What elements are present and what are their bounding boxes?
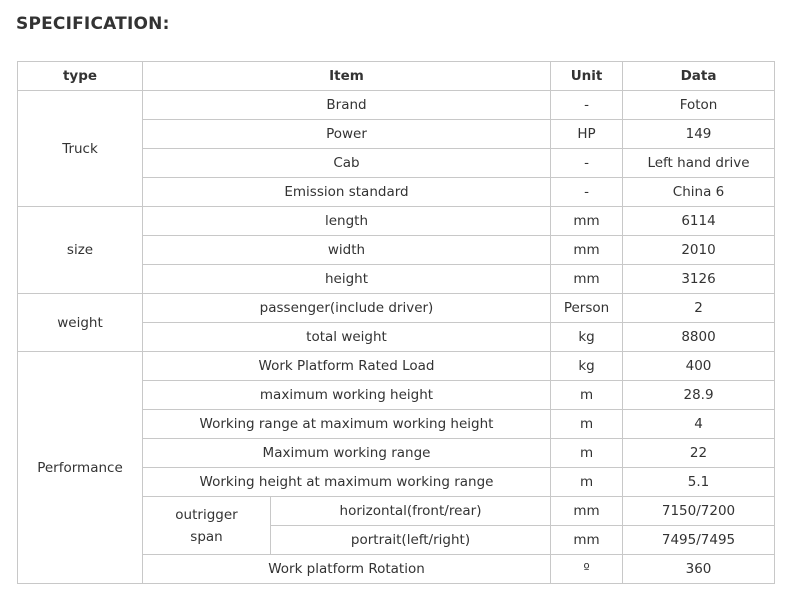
table-row bbox=[18, 352, 775, 381]
group-type-size: size bbox=[18, 207, 143, 294]
data-cell: Foton bbox=[623, 91, 775, 120]
table-row bbox=[18, 294, 775, 323]
column-header-data: Data bbox=[623, 62, 775, 91]
outrigger-label-line1: outrigger bbox=[175, 506, 238, 523]
group-type-performance: Performance bbox=[18, 352, 143, 584]
data-cell: 6114 bbox=[623, 207, 775, 236]
data-cell: 5.1 bbox=[623, 468, 775, 497]
item-cell: Power bbox=[143, 120, 551, 149]
unit-cell: HP bbox=[551, 120, 623, 149]
unit-cell: mm bbox=[551, 236, 623, 265]
item-cell: width bbox=[143, 236, 551, 265]
unit-cell: m bbox=[551, 410, 623, 439]
item-cell: Brand bbox=[143, 91, 551, 120]
table-header-row bbox=[18, 62, 775, 91]
data-cell: China 6 bbox=[623, 178, 775, 207]
item-cell: Working height at maximum working range bbox=[143, 468, 551, 497]
unit-cell: m bbox=[551, 381, 623, 410]
unit-cell: mm bbox=[551, 497, 623, 526]
data-cell: 2010 bbox=[623, 236, 775, 265]
item-cell: total weight bbox=[143, 323, 551, 352]
data-cell: 2 bbox=[623, 294, 775, 323]
data-cell: 400 bbox=[623, 352, 775, 381]
group-type-weight: weight bbox=[18, 294, 143, 352]
table-row bbox=[18, 207, 775, 236]
item-cell: Emission standard bbox=[143, 178, 551, 207]
unit-cell: mm bbox=[551, 526, 623, 555]
table-row bbox=[18, 91, 775, 120]
unit-cell: kg bbox=[551, 352, 623, 381]
data-cell: 149 bbox=[623, 120, 775, 149]
unit-cell: mm bbox=[551, 265, 623, 294]
item-cell: passenger(include driver) bbox=[143, 294, 551, 323]
data-cell: 7495/7495 bbox=[623, 526, 775, 555]
unit-cell: mm bbox=[551, 207, 623, 236]
unit-cell: Person bbox=[551, 294, 623, 323]
data-cell: Left hand drive bbox=[623, 149, 775, 178]
unit-cell: - bbox=[551, 91, 623, 120]
item-cell: portrait(left/right) bbox=[271, 526, 551, 555]
item-cell: Work Platform Rated Load bbox=[143, 352, 551, 381]
page-title: SPECIFICATION: bbox=[16, 14, 170, 34]
data-cell: 7150/7200 bbox=[623, 497, 775, 526]
outrigger-span-label bbox=[143, 497, 271, 555]
unit-cell: - bbox=[551, 178, 623, 207]
outrigger-label-line2: span bbox=[190, 528, 223, 545]
data-cell: 360 bbox=[623, 555, 775, 584]
unit-cell: m bbox=[551, 439, 623, 468]
unit-cell: - bbox=[551, 149, 623, 178]
data-cell: 28.9 bbox=[623, 381, 775, 410]
item-cell: length bbox=[143, 207, 551, 236]
data-cell: 22 bbox=[623, 439, 775, 468]
data-cell: 3126 bbox=[623, 265, 775, 294]
column-header-type: type bbox=[18, 62, 143, 91]
item-cell: horizontal(front/rear) bbox=[271, 497, 551, 526]
item-cell: height bbox=[143, 265, 551, 294]
specification-table bbox=[17, 61, 775, 584]
unit-cell: m bbox=[551, 468, 623, 497]
column-header-unit: Unit bbox=[551, 62, 623, 91]
data-cell: 4 bbox=[623, 410, 775, 439]
group-type-truck: Truck bbox=[18, 91, 143, 207]
data-cell: 8800 bbox=[623, 323, 775, 352]
unit-cell: kg bbox=[551, 323, 623, 352]
item-cell: Working range at maximum working height bbox=[143, 410, 551, 439]
item-cell: Cab bbox=[143, 149, 551, 178]
unit-cell: º bbox=[551, 555, 623, 584]
item-cell: maximum working height bbox=[143, 381, 551, 410]
column-header-item: Item bbox=[143, 62, 551, 91]
item-cell: Work platform Rotation bbox=[143, 555, 551, 584]
item-cell: Maximum working range bbox=[143, 439, 551, 468]
